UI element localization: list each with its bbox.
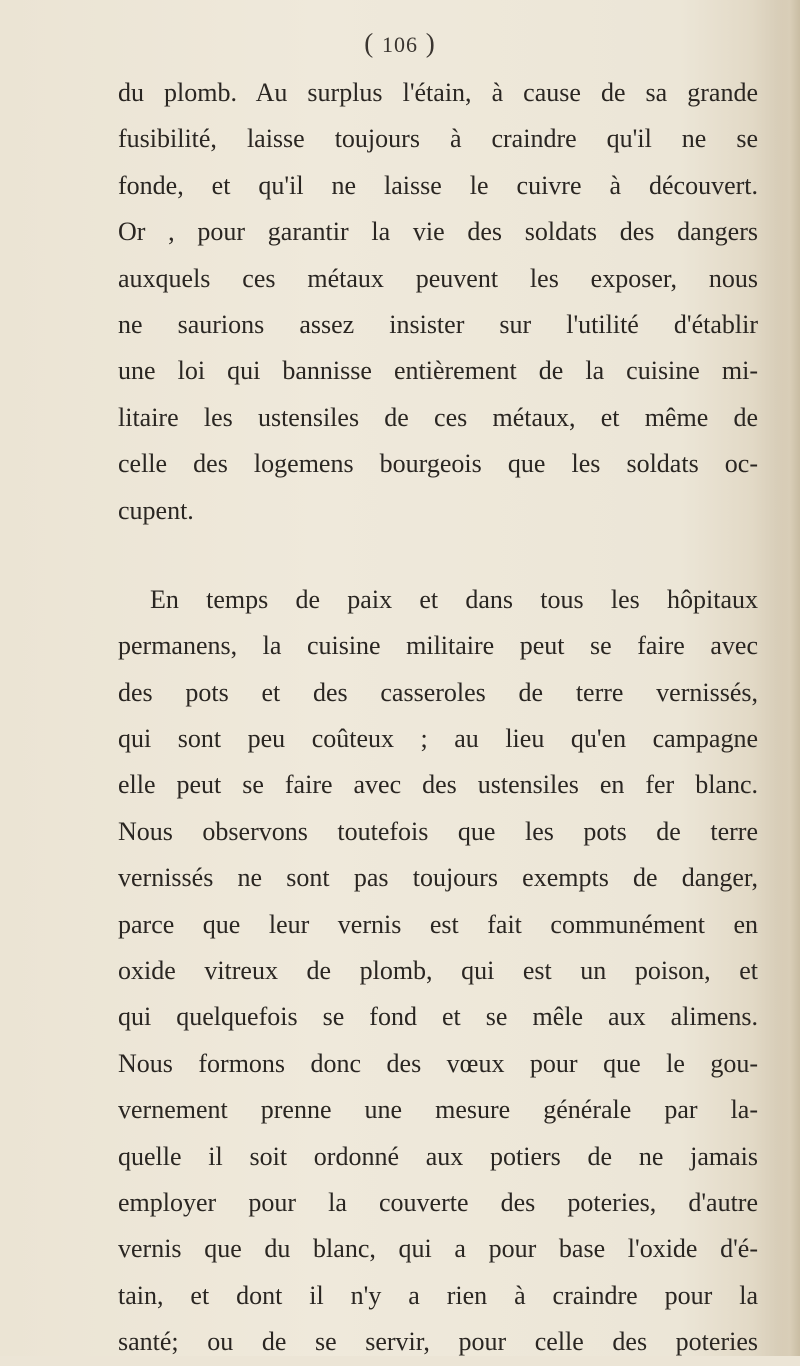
- text-line: auxquels ces métaux peuvent les exposer, nous: [118, 263, 758, 293]
- paragraph-gap: [118, 534, 758, 577]
- body-text: [118, 70, 758, 1366]
- text-line: du plomb. Au surplus l'étain, à cause de sa grande: [118, 78, 758, 107]
- page-number-close: ): [425, 28, 436, 58]
- text-line: elle peut se faire avec des ustensiles en fer blanc.: [118, 770, 758, 800]
- text-line: une loi qui bannisse entièrement de la cuisine mi-: [118, 356, 758, 386]
- page-number: [0, 28, 800, 59]
- text-line: litaire les ustensiles de ces métaux, et même de: [118, 402, 758, 432]
- text-line: parce que leur vernis est fait communément en: [118, 909, 758, 939]
- text-line: vernement prenne une mesure générale par la-: [118, 1095, 758, 1125]
- page-edge-shadow: [774, 0, 800, 1356]
- text-line: celle des logemens bourgeois que les soldats oc-: [118, 449, 758, 479]
- paragraph-2: [118, 577, 758, 1366]
- page-number-value: 106: [382, 32, 418, 57]
- text-line: qui sont peu coûteux ; au lieu qu'en campagne: [118, 724, 758, 754]
- text-line: qui quelquefois se fond et se mêle aux alimens.: [118, 1002, 758, 1032]
- text-line: fonde, et qu'il ne laisse le cuivre à découvert.: [118, 170, 758, 200]
- text-line: ne saurions assez insister sur l'utilité d'établir: [118, 309, 758, 339]
- text-line: tain, et dont il n'y a rien à craindre pour la: [118, 1280, 758, 1310]
- paragraph-1: [118, 70, 758, 534]
- text-line: oxide vitreux de plomb, qui est un poison, et: [118, 956, 758, 986]
- text-line: vernis que du blanc, qui a pour base l'oxide d'é-: [118, 1234, 758, 1264]
- text-line: Nous formons donc des vœux pour que le gou-: [118, 1048, 758, 1078]
- text-line: cupent.: [118, 495, 194, 525]
- text-line: Nous observons toutefois que les pots de terre: [118, 816, 758, 846]
- text-line: En temps de paix et dans tous les hôpitaux: [150, 584, 758, 614]
- text-line: quelle il soit ordonné aux potiers de ne jamais: [118, 1141, 758, 1171]
- page-number-open: (: [364, 28, 375, 58]
- text-line: des pots et des casseroles de terre vernissés,: [118, 677, 758, 707]
- text-line: santé; ou de se servir, pour celle des poteries: [118, 1327, 758, 1357]
- text-line: Or , pour garantir la vie des soldats des dangers: [118, 217, 758, 247]
- text-line: vernissés ne sont pas toujours exempts de danger,: [118, 863, 758, 893]
- text-line: permanens, la cuisine militaire peut se faire avec: [118, 631, 758, 661]
- text-line: fusibilité, laisse toujours à craindre qu'il ne se: [118, 124, 758, 154]
- text-line: employer pour la couverte des poteries, d'autre: [118, 1187, 758, 1217]
